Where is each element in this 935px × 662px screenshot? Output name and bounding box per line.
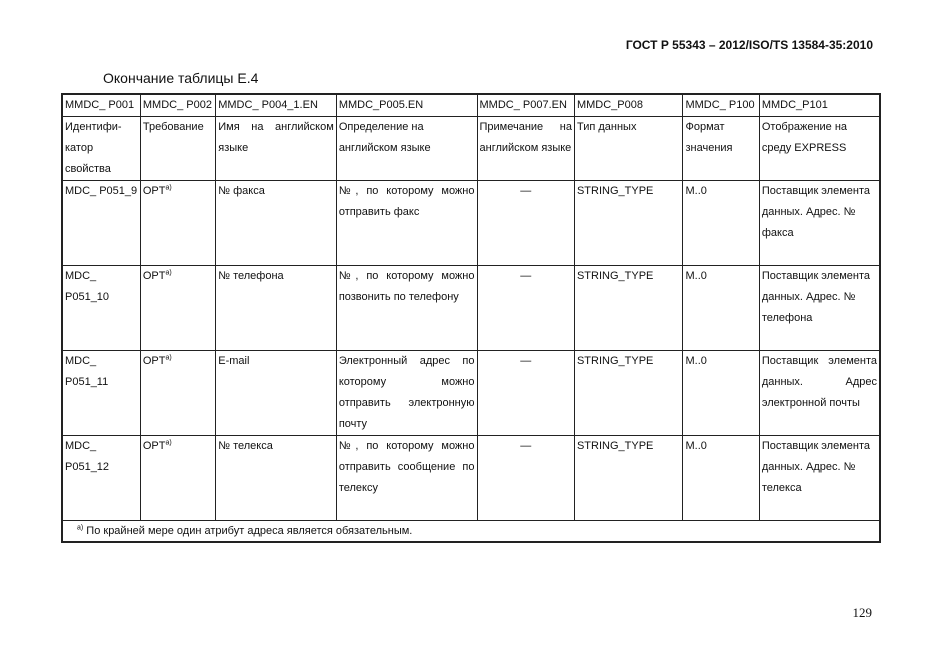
name-cell: № телекса xyxy=(216,436,337,521)
definition-cell: Электронный адрес по которому можно отправить электронную почту xyxy=(336,351,477,436)
name-header-row xyxy=(62,117,880,181)
header-cell: MMDC_ P002 xyxy=(140,94,215,117)
data-type-cell: STRING_TYPE xyxy=(574,436,683,521)
table-row xyxy=(62,181,880,266)
header-cell: Требование xyxy=(140,117,215,181)
page-number: 129 xyxy=(852,605,872,620)
data-type-cell: STRING_TYPE xyxy=(574,266,683,351)
property-id-cell: MDC_ P051_9 xyxy=(62,181,140,266)
header-cell: MMDC_ P007.EN xyxy=(477,94,574,117)
header-cell: MMDC_ P100 xyxy=(683,94,759,117)
format-cell: M..0 xyxy=(683,181,759,266)
mapping-cell: Поставщик элемента данных. Адрес. № телекса xyxy=(759,436,880,521)
note-cell: — xyxy=(477,436,574,521)
name-cell: E-mail xyxy=(216,351,337,436)
table-row xyxy=(62,351,880,436)
mapping-cell: Поставщик элемента данных. Адрес. № телефона xyxy=(759,266,880,351)
data-type-cell: STRING_TYPE xyxy=(574,351,683,436)
document-standard-header: ГОСТ Р 55343 – 2012/ISO/TS 13584-35:2010 xyxy=(625,38,873,52)
header-cell: Имя на английском языке xyxy=(216,117,337,181)
mapping-cell: Поставщик элемента данных. Адрес. № факса xyxy=(759,181,880,266)
header-cell: MMDC_P008 xyxy=(574,94,683,117)
note-cell: — xyxy=(477,181,574,266)
property-id-cell: MDC_ P051_11 xyxy=(62,351,140,436)
header-cell: MMDC_P005.EN xyxy=(336,94,477,117)
header-cell: Определение на английском языке xyxy=(336,117,477,181)
format-cell: M..0 xyxy=(683,436,759,521)
note-cell: — xyxy=(477,266,574,351)
table-caption: Окончание таблицы Е.4 xyxy=(103,70,259,86)
header-cell: MMDC_ P001 xyxy=(62,94,140,117)
note-cell: — xyxy=(477,351,574,436)
header-cell: Отображение на среду EXPRESS xyxy=(759,117,880,181)
requirement-cell: $OPT^{а)}$ xyxy=(140,181,215,266)
header-cell: Идентифи-катор свойства xyxy=(62,117,140,181)
header-cell: Тип данных xyxy=(574,117,683,181)
header-cell: Формат значения xyxy=(683,117,759,181)
requirement-cell: $OPT^{а)}$ xyxy=(140,436,215,521)
name-cell: № телефона xyxy=(216,266,337,351)
header-cell: Примечание на английском языке xyxy=(477,117,574,181)
table-row xyxy=(62,266,880,351)
format-cell: M..0 xyxy=(683,266,759,351)
format-cell: M..0 xyxy=(683,351,759,436)
table-footnote: $^{а)}$ По крайней мере один атрибут адреса является обязательным. xyxy=(62,521,880,543)
data-type-cell: STRING_TYPE xyxy=(574,181,683,266)
definition-cell: №, по которому можно отправить факс xyxy=(336,181,477,266)
property-id-cell: MDC_ P051_10 xyxy=(62,266,140,351)
header-cell: MMDC_P101 xyxy=(759,94,880,117)
requirement-cell: $OPT^{а)}$ xyxy=(140,266,215,351)
footnote-mark: а) xyxy=(77,524,84,532)
name-cell: № факса xyxy=(216,181,337,266)
mapping-cell: Поставщик элемента данных. Адрес электронной почты xyxy=(759,351,880,436)
table-row xyxy=(62,436,880,521)
footnote-row xyxy=(62,521,880,543)
header-cell: MMDC_ P004_1.EN xyxy=(216,94,337,117)
property-id-cell: MDC_ P051_12 xyxy=(62,436,140,521)
definition-cell: №, по которому можно позвонить по телефону xyxy=(336,266,477,351)
data-table xyxy=(61,93,881,543)
code-header-row xyxy=(62,94,880,117)
requirement-cell: $OPT^{а)}$ xyxy=(140,351,215,436)
definition-cell: №, по которому можно отправить сообщение по телексу xyxy=(336,436,477,521)
